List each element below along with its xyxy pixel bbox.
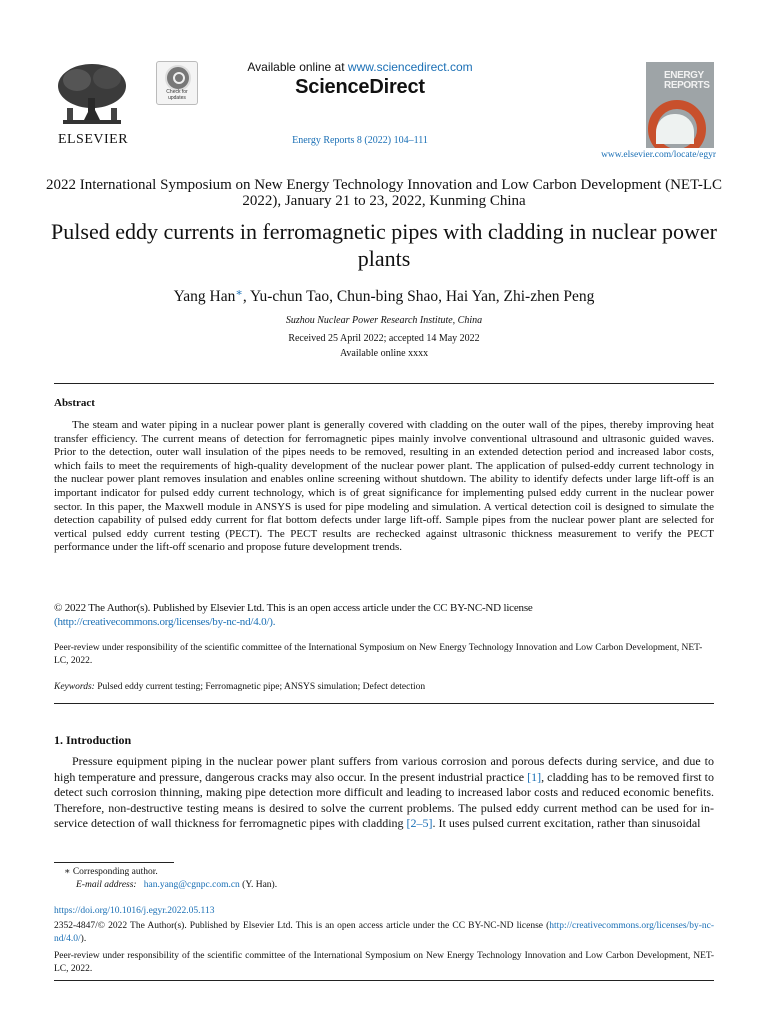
- peer-review-statement: Peer-review under responsibility of the scientific committee of the International Symposium on New Energy Technology Innovation and Low Carbon Development, NET-LC, 2022.: [54, 643, 703, 666]
- email-suffix: (Y. Han).: [239, 880, 278, 890]
- peer-review-footer: Peer-review under responsibility of the scientific committee of the International Symposium on New Energy Technology Innovation and Low Carbon Development, NET-LC, 2022.: [54, 951, 714, 974]
- keywords-label: Keywords:: [54, 682, 95, 692]
- received-dates: Received 25 April 2022; accepted 14 May 2022: [288, 333, 480, 344]
- copyright-notice: [54, 602, 714, 629]
- reference-link-1[interactable]: [1]: [527, 769, 542, 784]
- issn-end: ).: [80, 934, 87, 944]
- elsevier-tree-logo: [55, 62, 129, 128]
- section-heading-introduction: 1. Introduction: [54, 733, 132, 747]
- reference-link-2-5[interactable]: [2–5]: [406, 816, 433, 831]
- corresponding-author-note: ∗ Corresponding author.: [64, 867, 158, 877]
- keywords-list: Pulsed eddy current testing; Ferromagnetic pipe; ANSYS simulation; Defect detection: [94, 682, 426, 692]
- introduction-text: [54, 754, 714, 832]
- email-footnote: [76, 880, 277, 890]
- update-icon: [165, 65, 191, 91]
- author-list: [40, 286, 728, 306]
- journal-cover-image[interactable]: [646, 62, 714, 148]
- keywords-line: [54, 682, 714, 692]
- journal-homepage-link[interactable]: www.elsevier.com/locate/egyr: [601, 150, 716, 160]
- email-label: E-mail address:: [76, 880, 137, 890]
- article-title: Pulsed eddy currents in ferromagnetic pipes with cladding in nuclear power plants: [51, 219, 717, 271]
- email-link[interactable]: han.yang@cgnpc.com.cn: [143, 880, 240, 890]
- first-author: Yang Han: [173, 288, 236, 305]
- intro-part-2: , cladding has to be removed first to detect such corrosion thinning, making pipe detection more difficult and leading to increased labor costs and reduced economic benefits. Therefore, non-destructive testing means is desired to solve the current problems. The pulsed eddy current method can be used for in-service detection of wall thickness for ferromagnetic pipes with cladding: [54, 769, 714, 831]
- conference-line: 2022 International Symposium on New Energy Technology Innovation and Low Carbon Development (NET-LC 2022), January 21 to 23, 2022, Kunming China: [45, 177, 723, 209]
- sciencedirect-link[interactable]: www.sciencedirect.com: [347, 60, 473, 74]
- copyright-text: © 2022 The Author(s). Published by Elsevier Ltd. This is an open access article under the CC BY-NC-ND license: [54, 602, 533, 614]
- license-link[interactable]: (http://creativecommons.org/licenses/by-nc-nd/4.0/).: [54, 615, 276, 628]
- issn-license-link[interactable]: http://creativecommons.org/licenses/by-nc-nd/4.0/: [54, 921, 714, 944]
- available-online-date: Available online xxxx: [339, 348, 429, 359]
- footnote-divider: [54, 862, 174, 863]
- divider: [54, 703, 714, 704]
- affiliation: Suzhou Nuclear Power Research Institute, China: [285, 315, 483, 326]
- abstract-text: The steam and water piping in a nuclear power plant is generally covered with cladding on the outer wall of the pipes, thereby improving heat transfer efficiency. The current means of detection for ferromagnetic pipes mainly involve conventional ultrasound and ultrasonic guided waves. Prior to the detection, outer wall insulation of the pipes needs to be removed, resulting in an extended detection period and increased labor costs, which fails to meet the requirements of high-quality development of the nuclear power plant. The application of pulsed-eddy current technology in the nuclear power plant removes insulation and enables online screening without shutdown. The ability to identify defects under large lift-off is an important indicator for pulsed eddy current technology, which is of great significance for implementing pulsed eddy current in the nuclear power sector. In this paper, the Maxwell module in ANSYS is used for pipe modeling and simulation. A vertical detection coil is designed to simulate the detection capability of pulsed eddy current for flat bottom defects under large lift-off. Sample pipes from the nuclear power plant are selected for vertical pulsed eddy current testing (PECT). The PECT results are rechecked against ultrasonic thickness measurement to verify the PECT performance under the lift-off scenario and propose future development trends.: [54, 419, 714, 554]
- other-authors: , Yu-chun Tao, Chun-bing Shao, Hai Yan, Zhi-zhen Peng: [242, 288, 595, 305]
- sciencedirect-brand: ScienceDirect: [295, 76, 425, 98]
- corresponding-author-link[interactable]: ∗: [235, 287, 243, 299]
- abstract-heading: Abstract: [54, 397, 95, 409]
- journal-reference[interactable]: Energy Reports 8 (2022) 104–111: [292, 135, 428, 146]
- check-for-updates-badge[interactable]: [156, 61, 198, 105]
- check-updates-label: Check for updates: [166, 89, 188, 101]
- intro-part-3: . It uses pulsed current excitation, rather than sinusoidal: [432, 816, 701, 831]
- intro-part-1: Pressure equipment piping in the nuclear power plant suffers from various corrosion and porous defects during service, and due to high temperature and pressure, dangerous cracks may also occur. In the present industrial practice: [54, 754, 714, 784]
- issn-text: 2352-4847/© 2022 The Author(s). Published by Elsevier Ltd. This is an open access article under the CC BY-NC-ND license (: [54, 921, 550, 931]
- bottom-divider: [54, 980, 714, 981]
- publisher-name: ELSEVIER: [57, 132, 129, 147]
- divider: [54, 383, 714, 384]
- available-online-line: [220, 60, 500, 74]
- doi-link[interactable]: https://doi.org/10.1016/j.egyr.2022.05.113: [54, 906, 215, 916]
- available-prefix: Available online at: [247, 60, 348, 74]
- cover-title: ENERGY REPORTS: [664, 70, 710, 91]
- cover-e-graphic: [656, 114, 694, 144]
- issn-license-line: [54, 920, 714, 946]
